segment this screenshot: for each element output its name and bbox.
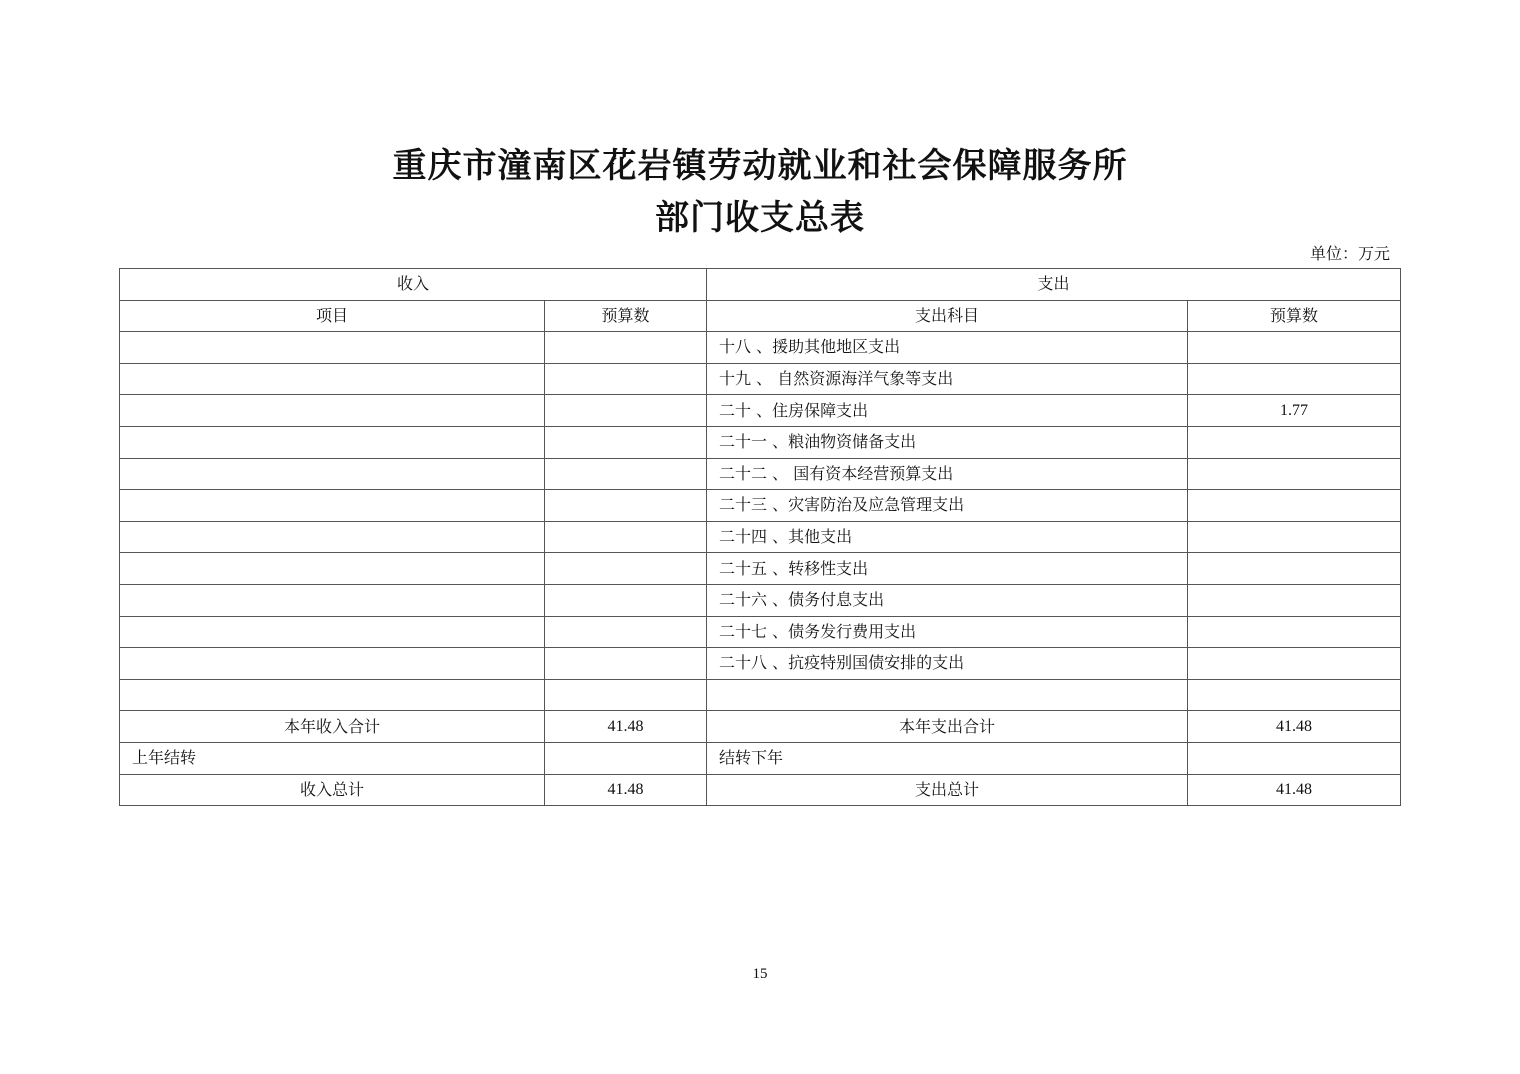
year-expense-total-value: 41.48: [1188, 711, 1401, 743]
expense-item-cell: 二十六 、债务付息支出: [707, 584, 1188, 616]
income-item-header: 项目: [120, 300, 545, 332]
income-budget-cell: [545, 553, 707, 585]
year-total-row: [120, 711, 1401, 743]
expense-budget-cell: [1188, 426, 1401, 458]
income-budget-cell: [545, 395, 707, 427]
income-item-cell: [120, 679, 545, 711]
table-subheader-row: [120, 300, 1401, 332]
expense-budget-cell: [1188, 584, 1401, 616]
income-item-cell: [120, 616, 545, 648]
income-item-cell: [120, 490, 545, 522]
grand-expense-total-value: 41.48: [1188, 774, 1401, 806]
expense-item-cell: 二十三 、灾害防治及应急管理支出: [707, 490, 1188, 522]
unit-label: 单位：万元: [1309, 244, 1390, 263]
income-item-cell: [120, 395, 545, 427]
expense-budget-cell: [1188, 332, 1401, 364]
expense-item-cell: 二十 、住房保障支出: [707, 395, 1188, 427]
table-row: [120, 584, 1401, 616]
expense-budget-cell: [1188, 458, 1401, 490]
expense-budget-cell: [1188, 553, 1401, 585]
year-expense-total-label: 本年支出合计: [707, 711, 1188, 743]
carry-in-label: 上年结转: [120, 742, 545, 774]
carry-over-row: [120, 742, 1401, 774]
income-item-cell: [120, 363, 545, 395]
table-row: [120, 332, 1401, 364]
expense-item-cell: 二十一 、粮油物资储备支出: [707, 426, 1188, 458]
income-budget-cell: [545, 363, 707, 395]
expense-budget-header: 预算数: [1188, 300, 1401, 332]
document-title: 重庆市潼南区花岩镇劳动就业和社会保障服务所: [392, 146, 1128, 186]
carry-out-label: 结转下年: [707, 742, 1188, 774]
table-row: [120, 395, 1401, 427]
income-budget-header: 预算数: [545, 300, 707, 332]
table-row: [120, 553, 1401, 585]
income-budget-cell: [545, 332, 707, 364]
grand-expense-total-label: 支出总计: [707, 774, 1188, 806]
expense-item-cell: 二十二 、 国有资本经营预算支出: [707, 458, 1188, 490]
income-item-cell: [120, 458, 545, 490]
expense-budget-cell: [1188, 616, 1401, 648]
table-row: [120, 521, 1401, 553]
income-item-cell: [120, 426, 545, 458]
table-row: [120, 426, 1401, 458]
table-row: [120, 458, 1401, 490]
table-row: [120, 616, 1401, 648]
income-budget-cell: [545, 458, 707, 490]
expense-item-cell: 二十四 、其他支出: [707, 521, 1188, 553]
income-item-cell: [120, 521, 545, 553]
table-header-row: [120, 269, 1401, 301]
income-budget-cell: [545, 490, 707, 522]
grand-income-total-label: 收入总计: [120, 774, 545, 806]
expense-item-cell: 十八 、援助其他地区支出: [707, 332, 1188, 364]
table-row: [120, 679, 1401, 711]
expense-item-cell: 二十八 、抗疫特别国债安排的支出: [707, 648, 1188, 680]
expense-budget-cell: [1188, 648, 1401, 680]
expense-budget-cell: [1188, 490, 1401, 522]
year-income-total-value: 41.48: [545, 711, 707, 743]
income-header: 收入: [120, 269, 707, 301]
grand-income-total-value: 41.48: [545, 774, 707, 806]
expense-item-cell: 二十五 、转移性支出: [707, 553, 1188, 585]
income-budget-cell: [545, 426, 707, 458]
page-number: 15: [752, 966, 768, 982]
income-item-cell: [120, 584, 545, 616]
expense-budget-cell: [1188, 363, 1401, 395]
document-subtitle: 部门收支总表: [655, 198, 865, 238]
expense-budget-cell: [1188, 521, 1401, 553]
budget-summary-table: [119, 268, 1401, 806]
income-budget-cell: [545, 584, 707, 616]
year-income-total-label: 本年收入合计: [120, 711, 545, 743]
income-budget-cell: [545, 679, 707, 711]
table-row: [120, 648, 1401, 680]
income-item-cell: [120, 648, 545, 680]
table-row: [120, 363, 1401, 395]
expense-item-cell: [707, 679, 1188, 711]
expense-budget-cell: [1188, 679, 1401, 711]
expense-header: 支出: [707, 269, 1401, 301]
carry-in-value: [545, 742, 707, 774]
expense-item-header: 支出科目: [707, 300, 1188, 332]
table-row: [120, 490, 1401, 522]
income-budget-cell: [545, 648, 707, 680]
income-budget-cell: [545, 521, 707, 553]
income-item-cell: [120, 553, 545, 585]
expense-item-cell: 十九 、 自然资源海洋气象等支出: [707, 363, 1188, 395]
expense-item-cell: 二十七 、债务发行费用支出: [707, 616, 1188, 648]
income-budget-cell: [545, 616, 707, 648]
income-item-cell: [120, 332, 545, 364]
carry-out-value: [1188, 742, 1401, 774]
grand-total-row: [120, 774, 1401, 806]
expense-budget-cell: 1.77: [1188, 395, 1401, 427]
